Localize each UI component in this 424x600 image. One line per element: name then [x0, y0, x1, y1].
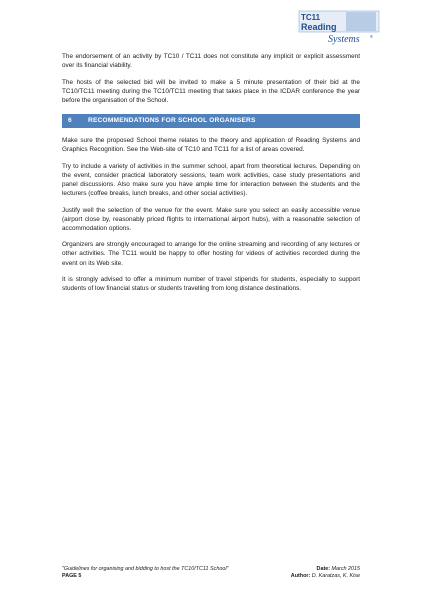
footer-author-label: Author:	[290, 573, 311, 579]
footer-page	[62, 573, 228, 580]
footer-date-value: March 2015	[331, 566, 360, 572]
footer-page-label: PAGE	[62, 573, 77, 579]
footer-date-label: Date:	[316, 566, 331, 572]
logo-reading-text: Reading	[301, 22, 337, 32]
section-title: RECOMMENDATIONS FOR SCHOOL ORGANISERS	[88, 116, 256, 124]
page-content	[62, 52, 360, 301]
paragraph-stipends: It is strongly advised to offer a minimum number of travel stipends for students, especially to support students of low financial status or students travelling from long distance destinations.	[62, 276, 360, 293]
tc11-reading-systems-logo	[298, 10, 380, 46]
logo-tc-text: TC11	[301, 13, 321, 22]
footer-author-value: D. Karatzas, K. Kise	[311, 573, 360, 579]
paragraph-activities: Try to include a variety of activities in the summer school, apart from theoretical lectures. Depending on the event, consider practical laboratory sessions, team work activities, case study presentations and panel discussions. Also make sure you have ample time for interaction between the students and the lecturers (coffee breaks, lunch breaks, and other social activities).	[62, 162, 360, 197]
footer-left	[62, 566, 228, 580]
footer-author	[291, 573, 360, 580]
paragraph-venue: Justify well the selection of the venue for the event. Make sure you select an easily accessible venue (airport close by, reasonably priced flights to international airport hubs), with a reasonable selection of accommodation options.	[62, 206, 360, 232]
paragraph-theme: Make sure the proposed School theme relates to the theory and application of Reading Systems and Graphics Recognition. See the Web-site of TC10 and TC11 for a list of areas covered.	[62, 136, 360, 154]
logo-registered-mark: ®	[370, 34, 373, 39]
footer-right	[291, 566, 360, 580]
section-header	[62, 114, 360, 128]
paragraph-endorsement: The endorsement of an activity by TC10 / TC11 does not constitute any implicit or explicit assessment over its financial viability.	[62, 53, 360, 70]
footer-doc-title: "Guidelines for organising and bidding to host the TC10/TC11 School"	[62, 566, 229, 572]
footer-page-number: 5	[78, 573, 82, 579]
logo-systems-text: Systems	[328, 34, 360, 45]
paragraph-presentation: The hosts of the selected bid will be invited to make a 5 minute presentation of their bid at the TC10/TC11 meeting during the TC10/TC11 meeting that takes place in the ICDAR conference the year before the organisation of the School.	[62, 78, 360, 104]
section-number: 6	[68, 116, 72, 124]
paragraph-streaming: Organizers are strongly encouraged to arrange for the online streaming and recording of any lectures or other activities. The TC11 would be happy to offer hosting for videos of activities recorded during the event on its Web site.	[62, 241, 360, 267]
footer-date	[291, 566, 360, 573]
